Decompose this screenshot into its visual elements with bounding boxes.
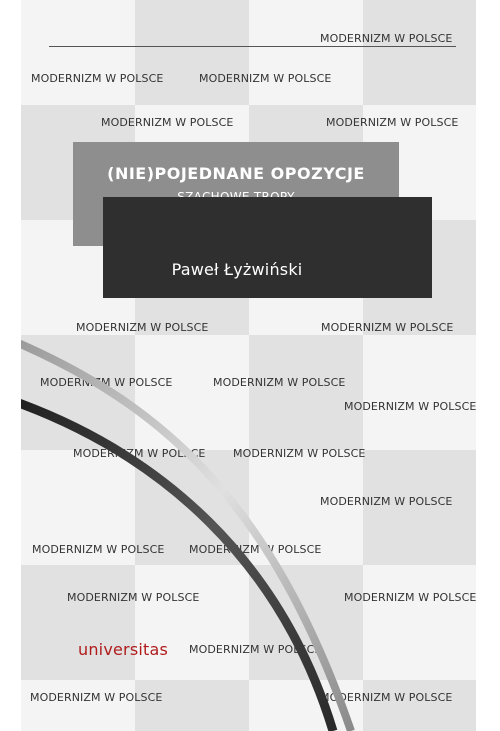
series-label: MODERNIZM W POLSCE <box>326 116 459 129</box>
series-label: MODERNIZM W POLSCE <box>101 116 234 129</box>
book-author: Paweł Łyżwiński <box>171 260 303 279</box>
series-label: MODERNIZM W POLSCE <box>67 591 200 604</box>
series-label: MODERNIZM W POLSCE <box>30 691 163 704</box>
book-cover <box>21 0 476 731</box>
series-label: MODERNIZM W POLSCE <box>189 643 322 656</box>
series-label: MODERNIZM W POLSCE <box>320 495 453 508</box>
series-label: MODERNIZM W POLSCE <box>321 321 454 334</box>
series-label: MODERNIZM W POLSCE <box>40 376 173 389</box>
series-label: MODERNIZM W POLSCE <box>213 376 346 389</box>
book-title: (NIE)POJEDNANE OPOZYCJE <box>107 164 365 183</box>
light-curve <box>21 342 351 731</box>
series-label: MODERNIZM W POLSCE <box>320 691 453 704</box>
series-label: MODERNIZM W POLSCE <box>233 447 366 460</box>
series-label: MODERNIZM W POLSCE <box>344 591 476 604</box>
series-label: MODERNIZM W POLSCE <box>31 72 164 85</box>
publisher-logo: universitas <box>78 640 169 659</box>
series-label: MODERNIZM W POLSCE <box>344 400 476 413</box>
series-label: MODERNIZM W POLSCE <box>199 72 332 85</box>
series-label: MODERNIZM W POLSCE <box>73 447 206 460</box>
series-label: MODERNIZM W POLSCE <box>189 543 322 556</box>
decorative-curves <box>21 0 476 731</box>
series-label: MODERNIZM W POLSCE <box>76 321 209 334</box>
series-label: MODERNIZM W POLSCE <box>320 32 453 45</box>
dark-curve <box>21 402 333 731</box>
series-label: MODERNIZM W POLSCE <box>32 543 165 556</box>
